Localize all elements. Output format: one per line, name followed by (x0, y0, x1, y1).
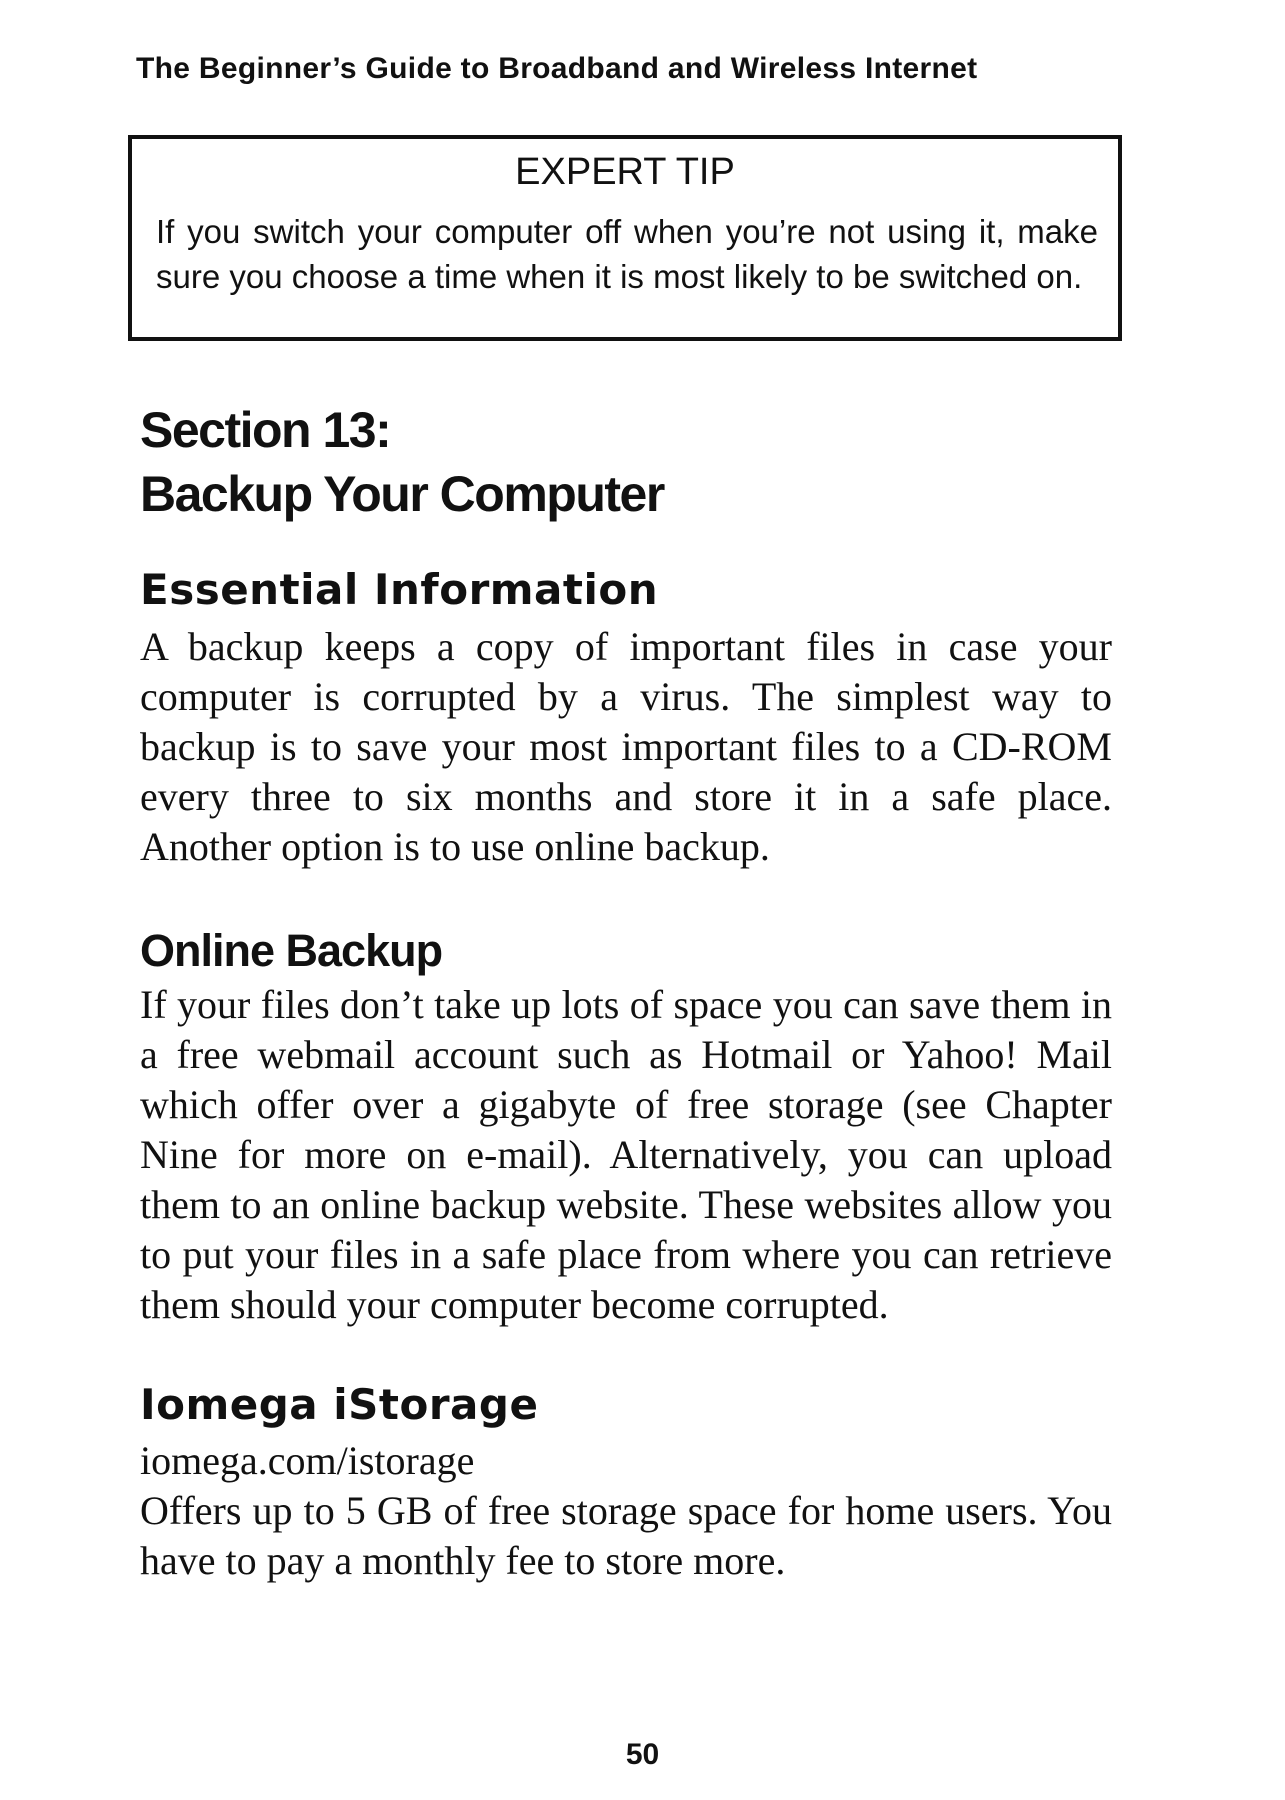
essential-information-body: A backup keeps a copy of important files in case your computer is corrupted by a virus. The simplest way to backup is to save your most important files to a CD-ROM every three to six months and store it in a safe place. Another option is to use online backup. (140, 624, 1112, 869)
running-header: The Beginner’s Guide to Broadband and Wireless Internet (136, 52, 978, 85)
iomega-url: iomega.com/istorage (140, 1438, 475, 1483)
iomega-istorage-heading: Iomega iStorage (140, 1380, 539, 1429)
online-backup-heading: Online Backup (140, 925, 443, 976)
section-number: Section 13: (140, 402, 391, 458)
section-title (140, 398, 664, 526)
iomega-description: Offers up to 5 GB of free storage space for home users. You have to pay a monthly fee to store more. (140, 1488, 1112, 1583)
page-number: 50 (625, 1738, 660, 1771)
expert-tip-box (128, 135, 1122, 341)
online-backup-body: If your files don’t take up lots of space you can save them in a free webmail account such as Hotmail or Yahoo! Mail which offer over a gigabyte of free storage (see Chapter Nine for more on e-mail). Alternatively, you can upload them to an online backup website. These websites allow you to put your files in a safe place from where you can retrieve them should your computer become corrupted. (140, 982, 1112, 1327)
essential-information-heading: Essential Information (140, 565, 659, 614)
expert-tip-body: If you switch your computer off when you’re not using it, make sure you choose a time when it is most likely to be switched on. (156, 213, 1098, 295)
expert-tip-title: EXPERT TIP (515, 151, 735, 193)
section-name: Backup Your Computer (140, 466, 664, 522)
